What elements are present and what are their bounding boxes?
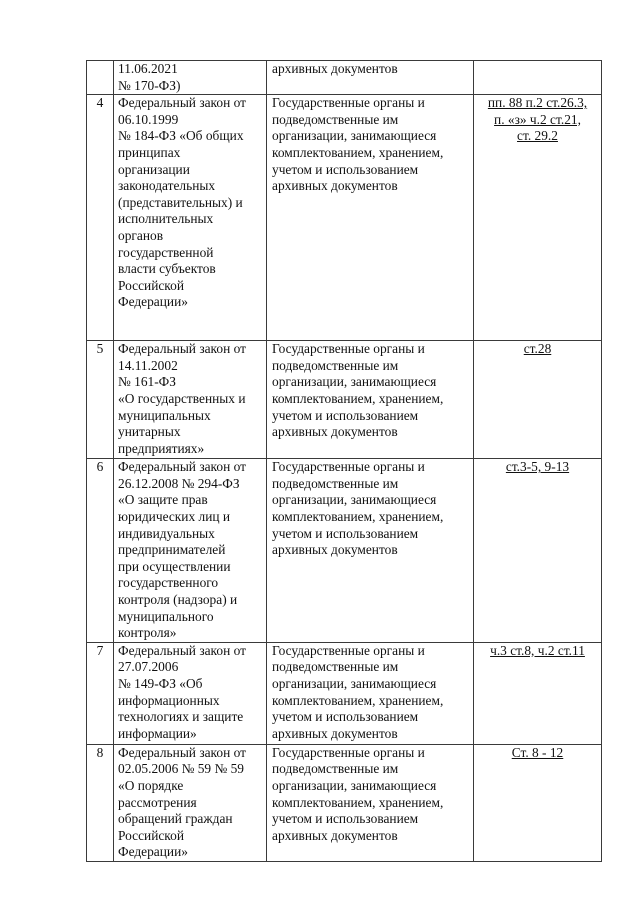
row-number: 8 (96, 744, 104, 760)
law-title-line: организации (118, 161, 190, 177)
subjects-line: организации, занимающиеся (272, 492, 437, 508)
subjects-cell (267, 61, 474, 95)
law-title-line: 14.11.2002 (118, 357, 178, 373)
law-title-line: государственного (118, 575, 219, 591)
law-title-cell (114, 642, 267, 744)
subjects-line: учетом и использованием (272, 407, 419, 423)
subjects-line: Государственные органы и (272, 341, 425, 357)
law-title-line: контроля (надзора) и (118, 591, 238, 607)
article-reference-cell (474, 95, 602, 341)
subjects-cell (267, 459, 474, 643)
table-row (87, 744, 602, 861)
law-title-line: рассмотрения (118, 794, 197, 810)
row-number-cell (87, 459, 114, 643)
law-title-line: № 184-ФЗ «Об общих (118, 128, 244, 144)
law-title-line: № 161-ФЗ (118, 374, 176, 390)
law-title-line: Федеральный закон от (118, 95, 246, 111)
law-title-cell (114, 744, 267, 861)
row-number: 7 (96, 642, 104, 658)
subjects-line: учетом и использованием (272, 161, 419, 177)
subjects-line: комплектованием, хранением, (272, 144, 444, 160)
law-title-line: № 170-ФЗ) (118, 77, 181, 93)
law-title-line: индивидуальных (118, 525, 215, 541)
law-title-line: «О порядке (118, 777, 184, 793)
subjects-line: архивных документов (272, 424, 398, 440)
law-title-cell (114, 341, 267, 459)
row-number-cell (87, 95, 114, 341)
law-title-line: информации» (118, 725, 197, 741)
law-title-line: контроля» (118, 625, 177, 641)
law-title-line: Федеральный закон от (118, 341, 246, 357)
row-number-cell (87, 61, 114, 95)
subjects-line: организации, занимающиеся (272, 374, 437, 390)
subjects-line: архивных документов (272, 61, 398, 76)
subjects-line: комплектованием, хранением, (272, 794, 444, 810)
law-title-line: 27.07.2006 (118, 659, 179, 675)
subjects-line: организации, занимающиеся (272, 675, 437, 691)
table-row (87, 341, 602, 459)
article-reference-link[interactable]: пп. 88 п.2 ст.26.3, (487, 95, 588, 111)
subjects-line: подведомственные им (272, 357, 399, 373)
subjects-cell (267, 95, 474, 341)
row-number: 4 (96, 95, 104, 111)
subjects-line: подведомственные им (272, 111, 399, 127)
subjects-line: комплектованием, хранением, (272, 508, 444, 524)
row-number-cell (87, 744, 114, 861)
article-reference-cell (474, 459, 602, 643)
article-reference-cell (474, 642, 602, 744)
article-reference-cell (474, 341, 602, 459)
legal-acts-table (86, 60, 602, 862)
row-number-cell (87, 341, 114, 459)
law-title-line: законодательных (118, 178, 216, 194)
law-title-cell (114, 95, 267, 341)
law-title-line: Федеральный закон от (118, 642, 246, 658)
law-title-line: органов (118, 227, 164, 243)
article-reference-cell (474, 744, 602, 861)
article-reference-link[interactable]: ст. 29.2 (517, 128, 558, 144)
article-reference-link[interactable]: ст.28 (523, 341, 552, 357)
law-title-line: государственной (118, 244, 214, 260)
article-reference-link[interactable]: Ст. 8 - 12 (511, 744, 564, 760)
row-number: 5 (96, 341, 104, 357)
row-number-cell (87, 642, 114, 744)
row-number: 6 (96, 459, 104, 475)
law-title-line: 26.12.2008 № 294-ФЗ (118, 475, 240, 491)
law-title-line: Российской (118, 827, 184, 843)
law-title-line: Федеральный закон от (118, 459, 246, 475)
law-title-line: исполнительных (118, 211, 214, 227)
law-title-line: унитарных (118, 424, 181, 440)
subjects-cell (267, 341, 474, 459)
subjects-line: учетом и использованием (272, 525, 419, 541)
table-body (87, 61, 602, 862)
subjects-line: подведомственные им (272, 761, 399, 777)
law-title-line: «О государственных и (118, 390, 246, 406)
law-title-line: юридических лиц и (118, 508, 231, 524)
law-title-line: при осуществлении (118, 558, 231, 574)
law-title-line: информационных (118, 692, 220, 708)
subjects-line: Государственные органы и (272, 95, 425, 111)
subjects-line: подведомственные им (272, 475, 399, 491)
law-title-line: Федеральный закон от (118, 744, 246, 760)
law-title-line: принципах (118, 144, 181, 160)
subjects-line: учетом и использованием (272, 811, 419, 827)
law-title-line: № 149-ФЗ «Об (118, 675, 203, 691)
subjects-line: организации, занимающиеся (272, 128, 437, 144)
law-title-line: 02.05.2006 № 59 № 59 (118, 761, 244, 777)
law-title-line: 11.06.2021 (118, 61, 178, 76)
subjects-line: организации, занимающиеся (272, 777, 437, 793)
table-row (87, 642, 602, 744)
law-title-line: «О защите прав (118, 492, 208, 508)
subjects-line: Государственные органы и (272, 459, 425, 475)
subjects-line: архивных документов (272, 725, 398, 741)
subjects-line: подведомственные им (272, 659, 399, 675)
table-row (87, 95, 602, 341)
subjects-line: Государственные органы и (272, 744, 425, 760)
article-reference-link[interactable]: ч.3 ст.8, ч.2 ст.11 (490, 642, 585, 658)
subjects-cell (267, 642, 474, 744)
subjects-line: комплектованием, хранением, (272, 390, 444, 406)
law-title-cell (114, 61, 267, 95)
law-title-line: технологиях и защите (118, 709, 244, 725)
law-title-line: муниципальных (118, 407, 211, 423)
subjects-line: учетом и использованием (272, 709, 419, 725)
subjects-line: архивных документов (272, 542, 398, 558)
law-title-line: муниципального (118, 608, 214, 624)
law-title-line: 06.10.1999 (118, 111, 179, 127)
subjects-line: комплектованием, хранением, (272, 692, 444, 708)
law-title-line: предпринимателей (118, 542, 226, 558)
law-title-cell (114, 459, 267, 643)
article-reference-link[interactable]: ст.3-5, 9-13 (505, 459, 570, 475)
subjects-line: архивных документов (272, 178, 398, 194)
law-title-line: Федерации» (118, 294, 188, 310)
law-title-line: Российской (118, 277, 184, 293)
article-reference-link[interactable]: п. «з» ч.2 ст.21, (494, 111, 581, 127)
law-title-line: власти субъектов (118, 261, 216, 277)
law-title-line: (представительных) и (118, 194, 243, 210)
table-row (87, 61, 602, 95)
law-title-line: обращений граждан (118, 811, 233, 827)
law-title-line: Федерации» (118, 844, 188, 860)
subjects-line: архивных документов (272, 827, 398, 843)
article-reference-cell (474, 61, 602, 95)
subjects-line: Государственные органы и (272, 642, 425, 658)
table-row (87, 459, 602, 643)
law-title-line: предприятиях» (118, 440, 205, 456)
subjects-cell (267, 744, 474, 861)
